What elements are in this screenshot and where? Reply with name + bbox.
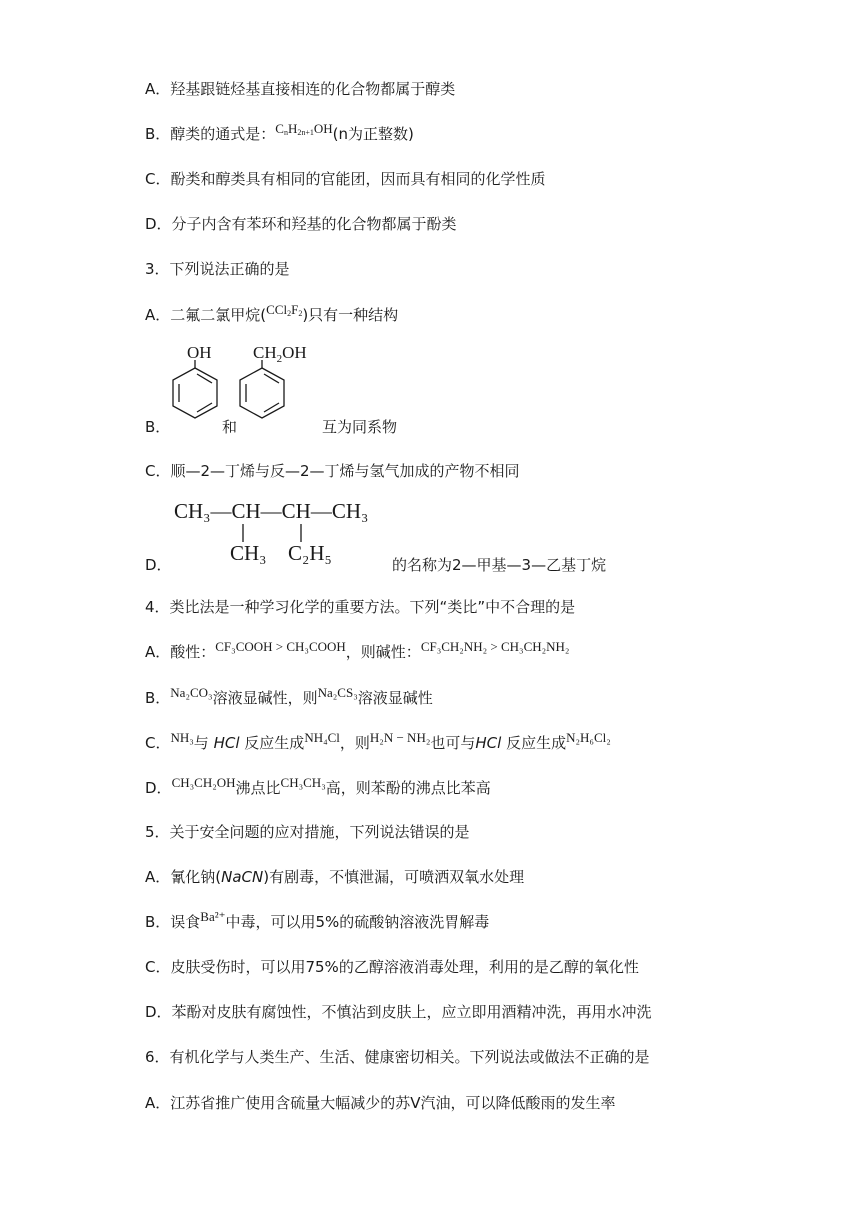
ethane-formula: CH₃CH₃ [280,775,326,790]
na2cs3-formula: Na₂CS₃ [317,685,358,700]
phenol-benzyl-alcohol-structures [165,340,325,440]
q6-stem: 6．有机化学与人类生产、生活、健康密切相关。下列说法或做法不正确的是 [145,1048,650,1066]
hcl-text: HCl [213,734,240,752]
q2-option-c: C．酚类和醇类具有相同的官能团，因而具有相同的化学性质 [145,170,546,188]
nh3-formula: NH₃ [170,730,194,745]
na2co3-formula: Na₂CO₃ [170,685,213,700]
branched-alkane-structure [172,492,402,572]
acidity-formula: CF₃COOH > CH₃COOH [215,639,346,654]
q5-option-a: A．氰化钠(NaCN)有剧毒，不慎泄漏，可喷洒双氧水处理 [145,868,525,886]
q3-stem: 3．下列说法正确的是 [145,260,290,278]
q5-stem: 5．关于安全问题的应对措施，下列说法错误的是 [145,823,470,841]
q4-stem: 4．类比法是一种学习化学的重要方法。下列“类比”中不合理的是 [145,598,576,616]
ethanol-formula: CH₃CH₂OH [171,775,236,790]
alcohol-general-formula: $C_nH_{2n+1}OH$ [275,121,333,137]
n2h6cl2-formula: N₂H₆Cl₂ [566,730,611,745]
ethyl-substituent: C₂H₅ [288,541,332,565]
phenol-structure [173,360,217,418]
nh4cl-formula: NH₄Cl [304,730,340,745]
hcl-text-2: HCl [475,734,502,752]
q4-option-b: B．Na₂CO₃溶液显碱性，则Na₂CS₃溶液显碱性 [145,685,433,707]
q3-option-a: A．二氟二氯甲烷$(CCl_2F_2)$只有一种结构 [145,302,399,324]
q5-option-d: D．苯酚对皮肤有腐蚀性，不慎沾到皮肤上，应立即用酒精冲洗，再用水冲洗 [145,1003,652,1021]
q4-option-a: A．酸性：CF₃COOH > CH₃COOH，则碱性：CF₃CH₂NH₂ > CH₃CH₂NH₂ [145,639,570,661]
q6-option-a: A．江苏省推广使用含硫量大幅减少的苏Ⅴ汽油，可以降低酸雨的发生率 [145,1094,616,1112]
q3-option-d-suffix: 的名称为2—甲基—3—乙基丁烷 [392,556,607,574]
q4-option-c: C．NH₃与 HCl 反应生成NH₄Cl，则H₂N − NH₂也可与HCl 反应生成N₂H₆Cl₂ [145,730,611,752]
q5-option-c: C．皮肤受伤时，可以用75%的乙醇溶液消毒处理，利用的是乙醇的氧化性 [145,958,639,976]
nacn-text: NaCN [221,868,264,886]
ch2oh-label: $CH_2OH$ [253,343,307,365]
q4-option-d: D．CH₃CH₂OH沸点比CH₃CH₃高，则苯酚的沸点比苯高 [145,775,491,797]
q2-option-b [145,121,414,149]
ccl2f2-formula: $CCl_2F_2$ [266,302,303,318]
q2-option-a: A．羟基跟链烃基直接相连的化合物都属于醇类 [145,80,456,98]
barium-ion-formula: Ba²⁺ [200,909,226,924]
alkane-main-chain: CH₃—CH—CH—CH₃ [174,499,369,523]
q3-option-b-suffix: 互为同系物 [322,418,398,436]
q2-option-d: D．分子内含有苯环和羟基的化合物都属于酚类 [145,215,457,233]
q2-option-b-prefix: B．醇类的通式是： [145,125,276,143]
hydrazine-formula: H₂N − NH₂ [369,730,431,745]
phenol-oh-label: OH [187,343,212,362]
q5-option-b: B．误食Ba²⁺中毒，可以用5%的硫酸钠溶液洗胃解毒 [145,909,490,931]
q2-option-b-suffix: (n为正整数) [332,125,414,143]
basicity-formula: CF₃CH₂NH₂ > CH₃CH₂NH₂ [420,639,570,654]
benzyl-alcohol-structure [240,360,284,418]
q3-option-c: C．顺—2—丁烯与反—2—丁烯与氢气加成的产物不相同 [145,462,520,480]
q3-option-d: D． [145,556,172,574]
q3-option-b-and: 和 [222,418,238,436]
methyl-substituent: CH₃ [230,541,267,565]
q3-option-b: B． [145,418,171,436]
